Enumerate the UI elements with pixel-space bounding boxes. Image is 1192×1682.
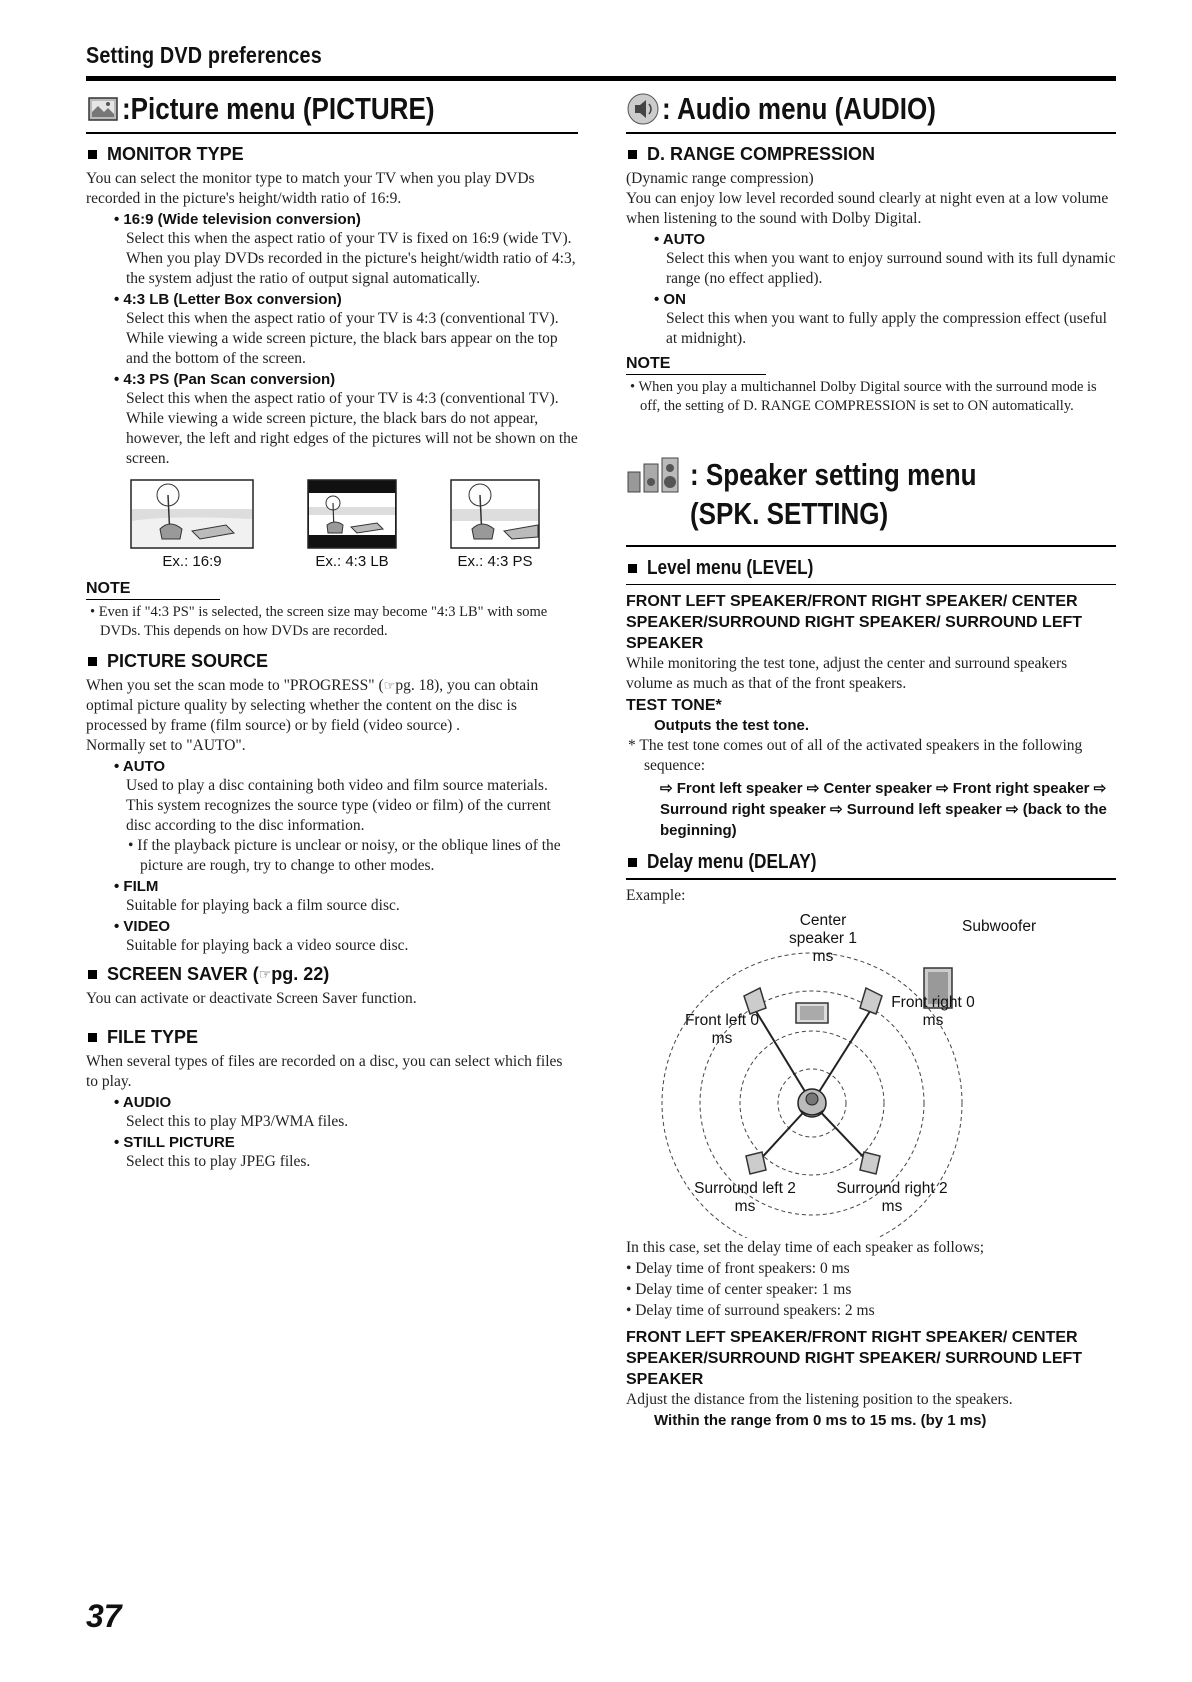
aspect-ratio-examples	[130, 479, 540, 570]
speaker-setting-icon	[626, 454, 688, 496]
source-auto-desc2: This system recognizes the source type (video or film) of the current disc according to the disc information.	[126, 797, 551, 834]
source-film-desc: Suitable for playing back a film source disc.	[126, 897, 400, 914]
left-column	[86, 92, 578, 1172]
running-title: Setting DVD preferences	[86, 42, 322, 68]
front-left-speaker-icon	[744, 988, 766, 1014]
listener-icon	[798, 1089, 826, 1117]
monitor-type-heading: MONITOR TYPE	[86, 144, 578, 165]
label-front-right: Front right 0 ms	[891, 993, 975, 1029]
screen-saver-desc: You can activate or deactivate Screen Saver function.	[86, 990, 417, 1007]
example-4-3-lb: Ex.: 4:3 LB	[307, 479, 397, 570]
reference-icon: ☞	[258, 966, 272, 982]
monitor-type-intro: You can select the monitor type to match your TV when you play DVDs recorded in the picture's height/width ratio of 16:9.	[86, 170, 535, 207]
test-tone-desc: Outputs the test tone.	[654, 717, 809, 735]
drc-on-desc: Select this when you want to fully apply the compression effect (useful at midnight).	[666, 310, 1107, 347]
note-heading: NOTE	[86, 580, 220, 600]
note-text: • Even if "4:3 PS" is selected, the screen size may become "4:3 LB" with some DVDs. This depends on how DVDs are recorded.	[90, 604, 548, 639]
file-still-picture: • STILL PICTURE	[114, 1134, 235, 1151]
audio-menu-title: : Audio menu (AUDIO)	[626, 92, 1116, 126]
option-4-3-ps-desc: Select this when the aspect ratio of your TV is 4:3 (conventional TV). While viewing a wide screen picture, the black bars do not appear, however, the left and right edges of the pictures will not be shown on the screen.	[126, 390, 578, 467]
example-4-3-ps: Ex.: 4:3 PS	[450, 479, 540, 570]
example-16-9: Ex.: 16:9	[130, 479, 254, 570]
drc-auto-desc: Select this when you want to enjoy surround sound with its full dynamic range (no effect applied).	[666, 250, 1116, 287]
source-auto-desc1: Used to play a disc containing both video and film source materials.	[126, 777, 548, 794]
speaker-sound-icon	[626, 92, 660, 126]
surround-left-speaker-icon	[746, 1152, 766, 1174]
picture-menu-icon	[86, 92, 120, 126]
delay-speakers: FRONT LEFT SPEAKER/FRONT RIGHT SPEAKER/ CENTER SPEAKER/SURROUND RIGHT SPEAKER/ SURROUND LEFT SPEAKER	[626, 1328, 1083, 1388]
label-surround-left: Surround left 2 ms	[694, 1179, 796, 1215]
option-16-9: • 16:9 (Wide television conversion)	[114, 211, 361, 228]
test-tone-footnote: * The test tone comes out of all of the activated speakers in the following sequence:	[628, 737, 1083, 775]
speaker-title-rule	[626, 545, 1116, 547]
audio-title-rule	[626, 132, 1116, 134]
drc-sub: (Dynamic range compression)	[626, 170, 814, 187]
option-4-3-lb: • 4:3 LB (Letter Box conversion)	[114, 291, 342, 308]
page-number: 37	[86, 1598, 122, 1634]
speaker-menu-title: : Speaker setting menu (SPK. SETTING)	[626, 454, 1116, 531]
picture-title-rule	[86, 132, 578, 134]
source-video: • VIDEO	[114, 918, 171, 935]
delay-menu-heading: Delay menu (DELAY)	[626, 851, 1116, 874]
level-desc: While monitoring the test tone, adjust the center and surround speakers volume as much as that of the front speakers.	[626, 655, 1068, 693]
delay-range: Within the range from 0 ms to 15 ms. (by 1 ms)	[654, 1411, 987, 1429]
level-speakers: FRONT LEFT SPEAKER/FRONT RIGHT SPEAKER/ CENTER SPEAKER/SURROUND RIGHT SPEAKER/ SURROUND LEFT SPEAKER	[626, 593, 1083, 653]
drc-heading: D. RANGE COMPRESSION	[626, 144, 1116, 165]
label-front-left: Front left 0 ms	[684, 1011, 760, 1047]
source-auto: • AUTO	[114, 758, 166, 775]
reference-icon: ☞	[383, 678, 396, 693]
speaker-layout-diagram	[626, 908, 1116, 1238]
picture-source-heading: PICTURE SOURCE	[86, 651, 578, 672]
front-right-speaker-icon	[860, 988, 882, 1014]
picture-source-intro: When you set the scan mode to "PROGRESS" (☞pg. 18), you can obtain optimal picture quality by selecting whether the content on the disc is processed by frame (film source) or by field (video source) .	[86, 677, 539, 734]
delay-center: • Delay time of center speaker: 1 ms	[626, 1280, 852, 1298]
right-column	[626, 92, 1116, 1431]
delay-case: In this case, set the delay time of each speaker as follows;	[626, 1238, 985, 1256]
delay-surround: • Delay time of surround speakers: 2 ms	[626, 1301, 875, 1319]
level-menu-heading: Level menu (LEVEL)	[626, 557, 1116, 580]
delay-desc: Adjust the distance from the listening position to the speakers.	[626, 1390, 1013, 1408]
file-audio-desc: Select this to play MP3/WMA files.	[126, 1113, 349, 1130]
header-rule	[86, 76, 1116, 81]
picture-menu-title: :Picture menu (PICTURE)	[86, 92, 578, 126]
beach-picture-letterbox	[307, 479, 397, 549]
picture-source-default: Normally set to "AUTO".	[86, 737, 246, 754]
label-subwoofer: Subwoofer	[962, 917, 1037, 935]
delay-front: • Delay time of front speakers: 0 ms	[626, 1259, 850, 1277]
file-audio: • AUDIO	[114, 1094, 172, 1111]
file-type-heading: FILE TYPE	[86, 1027, 578, 1048]
file-still-picture-desc: Select this to play JPEG files.	[126, 1153, 311, 1170]
test-tone-heading: TEST TONE*	[626, 697, 722, 715]
screen-saver-heading: SCREEN SAVER ( ☞ pg. 22)	[86, 964, 578, 985]
beach-picture-wide	[130, 479, 254, 549]
beach-picture-panscan	[450, 479, 540, 549]
drc-auto: • AUTO	[654, 231, 706, 248]
surround-right-speaker-icon	[860, 1152, 880, 1174]
source-video-desc: Suitable for playing back a video source disc.	[126, 937, 409, 954]
option-4-3-ps: • 4:3 PS (Pan Scan conversion)	[114, 371, 336, 388]
delay-example: Example:	[626, 886, 686, 904]
option-4-3-lb-desc: Select this when the aspect ratio of your TV is 4:3 (conventional TV). While viewing a wide screen picture, the black bars appear on the top and the bottom of the screen.	[126, 310, 559, 367]
audio-note-text: • When you play a multichannel Dolby Digital source with the surround mode is off, the setting of D. RANGE COMPRESSION is set to ON automatically.	[630, 379, 1097, 414]
option-16-9-desc: Select this when the aspect ratio of your TV is fixed on 16:9 (wide TV). When you play DVDs recorded in the picture's height/width ratio of 4:3, the system adjust the ratio of output signal automatically.	[126, 230, 576, 287]
drc-on: • ON	[654, 291, 686, 308]
source-auto-tip: • If the playback picture is unclear or noisy, or the oblique lines of the picture are rough, try to change to other modes.	[128, 837, 561, 874]
drc-intro: You can enjoy low level recorded sound clearly at night even at a low volume when listening to the sound with Dolby Digital.	[626, 190, 1109, 227]
test-tone-sequence: ⇨ Front left speaker ⇨ Center speaker ⇨ Front right speaker ⇨ Surround right speaker ⇨ Surround left speaker ⇨ (back to the beginning)	[660, 780, 1107, 840]
file-type-intro: When several types of files are recorded on a disc, you can select which files to play.	[86, 1053, 563, 1090]
label-surround-right: Surround right 2 ms	[836, 1179, 948, 1215]
audio-note-heading: NOTE	[626, 355, 766, 375]
label-center: Center speaker 1 ms	[788, 911, 858, 965]
source-film: • FILM	[114, 878, 159, 895]
